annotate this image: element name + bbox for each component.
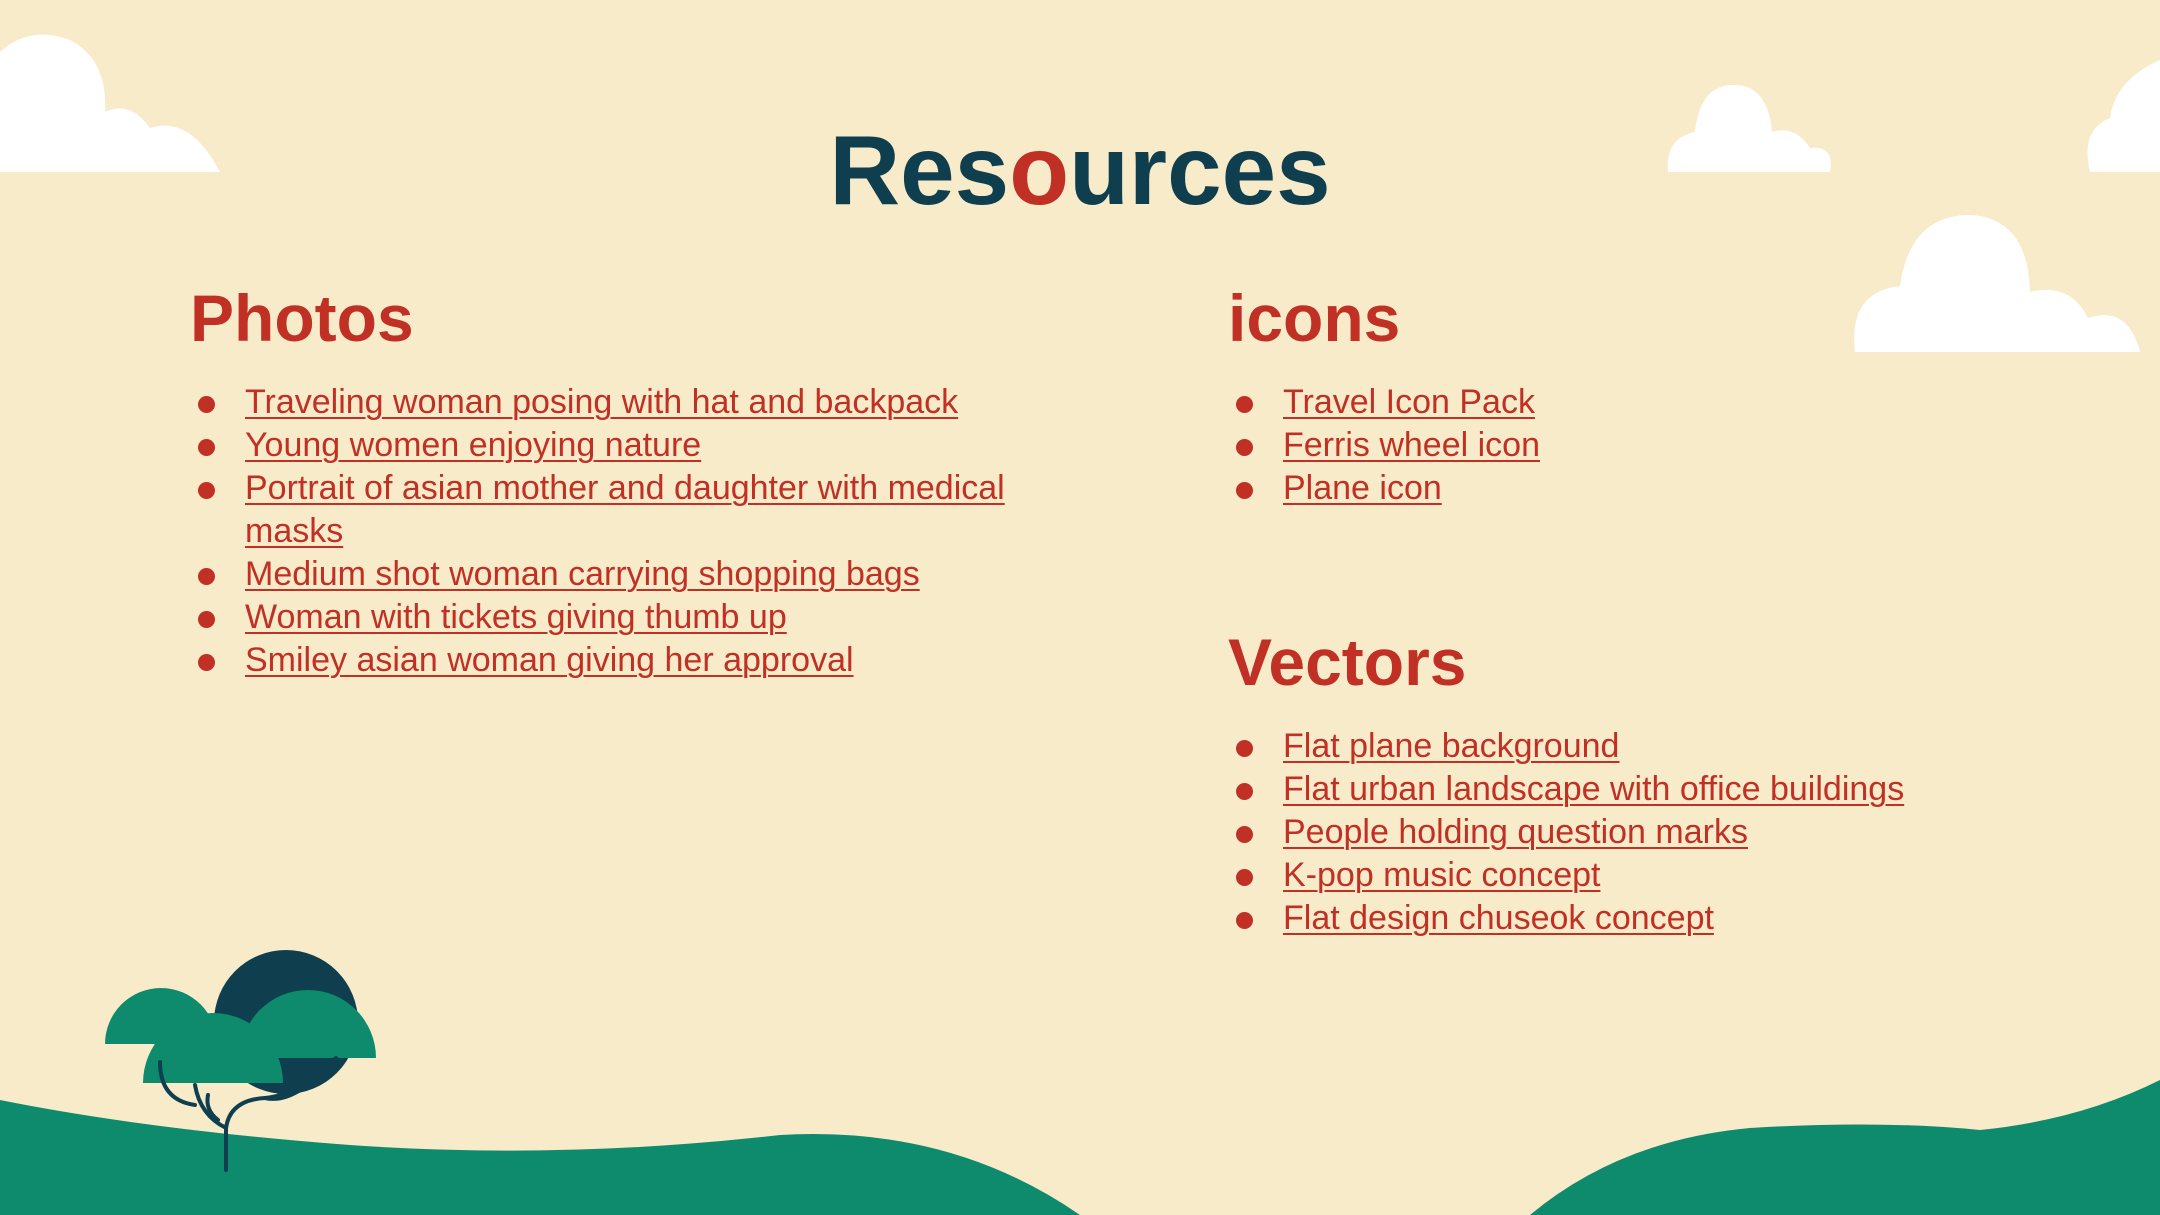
vector-link-kpop-music[interactable]: K-pop music concept: [1283, 856, 1601, 894]
icons-link-list: [1228, 381, 2088, 510]
vector-link-chuseok[interactable]: Flat design chuseok concept: [1283, 899, 1714, 937]
photos-heading: Photos: [190, 281, 414, 355]
list-item: [190, 381, 1090, 424]
hill-left: [0, 1100, 1080, 1215]
list-item: [1228, 811, 2128, 854]
vectors-heading: Vectors: [1228, 625, 1467, 699]
page-title: [0, 112, 2160, 228]
hill-right: [1530, 1080, 2160, 1215]
photo-link-smiley-woman[interactable]: Smiley asian woman giving her approval: [245, 641, 854, 679]
icons-heading: icons: [1228, 281, 1401, 355]
list-item: [1228, 424, 2088, 467]
photo-link-tickets-thumb-up[interactable]: Woman with tickets giving thumb up: [245, 598, 787, 636]
vector-link-question-marks[interactable]: People holding question marks: [1283, 813, 1748, 851]
photos-link-list: [190, 381, 1090, 682]
cloud-right-icon: [1854, 215, 2140, 352]
list-item: [190, 553, 1090, 596]
icon-link-travel-pack[interactable]: Travel Icon Pack: [1283, 383, 1535, 421]
list-item: [190, 424, 1090, 467]
title-start: Res: [829, 115, 1010, 225]
photo-link-mother-daughter[interactable]: Portrait of asian mother and daughter with medical masks: [245, 469, 1005, 550]
photo-link-young-women[interactable]: Young women enjoying nature: [245, 426, 702, 464]
list-item: [1228, 854, 2128, 897]
icon-link-plane[interactable]: Plane icon: [1283, 469, 1442, 507]
icon-link-ferris-wheel[interactable]: Ferris wheel icon: [1283, 426, 1540, 464]
list-item: [1228, 897, 2128, 940]
list-item: [190, 467, 1090, 553]
list-item: [1228, 381, 2088, 424]
list-item: [1228, 725, 2128, 768]
title-end: urces: [1069, 115, 1331, 225]
vector-link-urban-landscape[interactable]: Flat urban landscape with office buildings: [1283, 770, 1905, 808]
photo-link-traveling-woman[interactable]: Traveling woman posing with hat and backpack: [245, 383, 959, 421]
vectors-link-list: [1228, 725, 2128, 940]
vector-link-flat-plane[interactable]: Flat plane background: [1283, 727, 1620, 765]
list-item: [1228, 768, 2128, 811]
title-accent-letter: o: [1009, 115, 1070, 225]
photo-link-shopping-bags[interactable]: Medium shot woman carrying shopping bags: [245, 555, 920, 593]
list-item: [190, 639, 1090, 682]
list-item: [1228, 467, 2088, 510]
list-item: [190, 596, 1090, 639]
